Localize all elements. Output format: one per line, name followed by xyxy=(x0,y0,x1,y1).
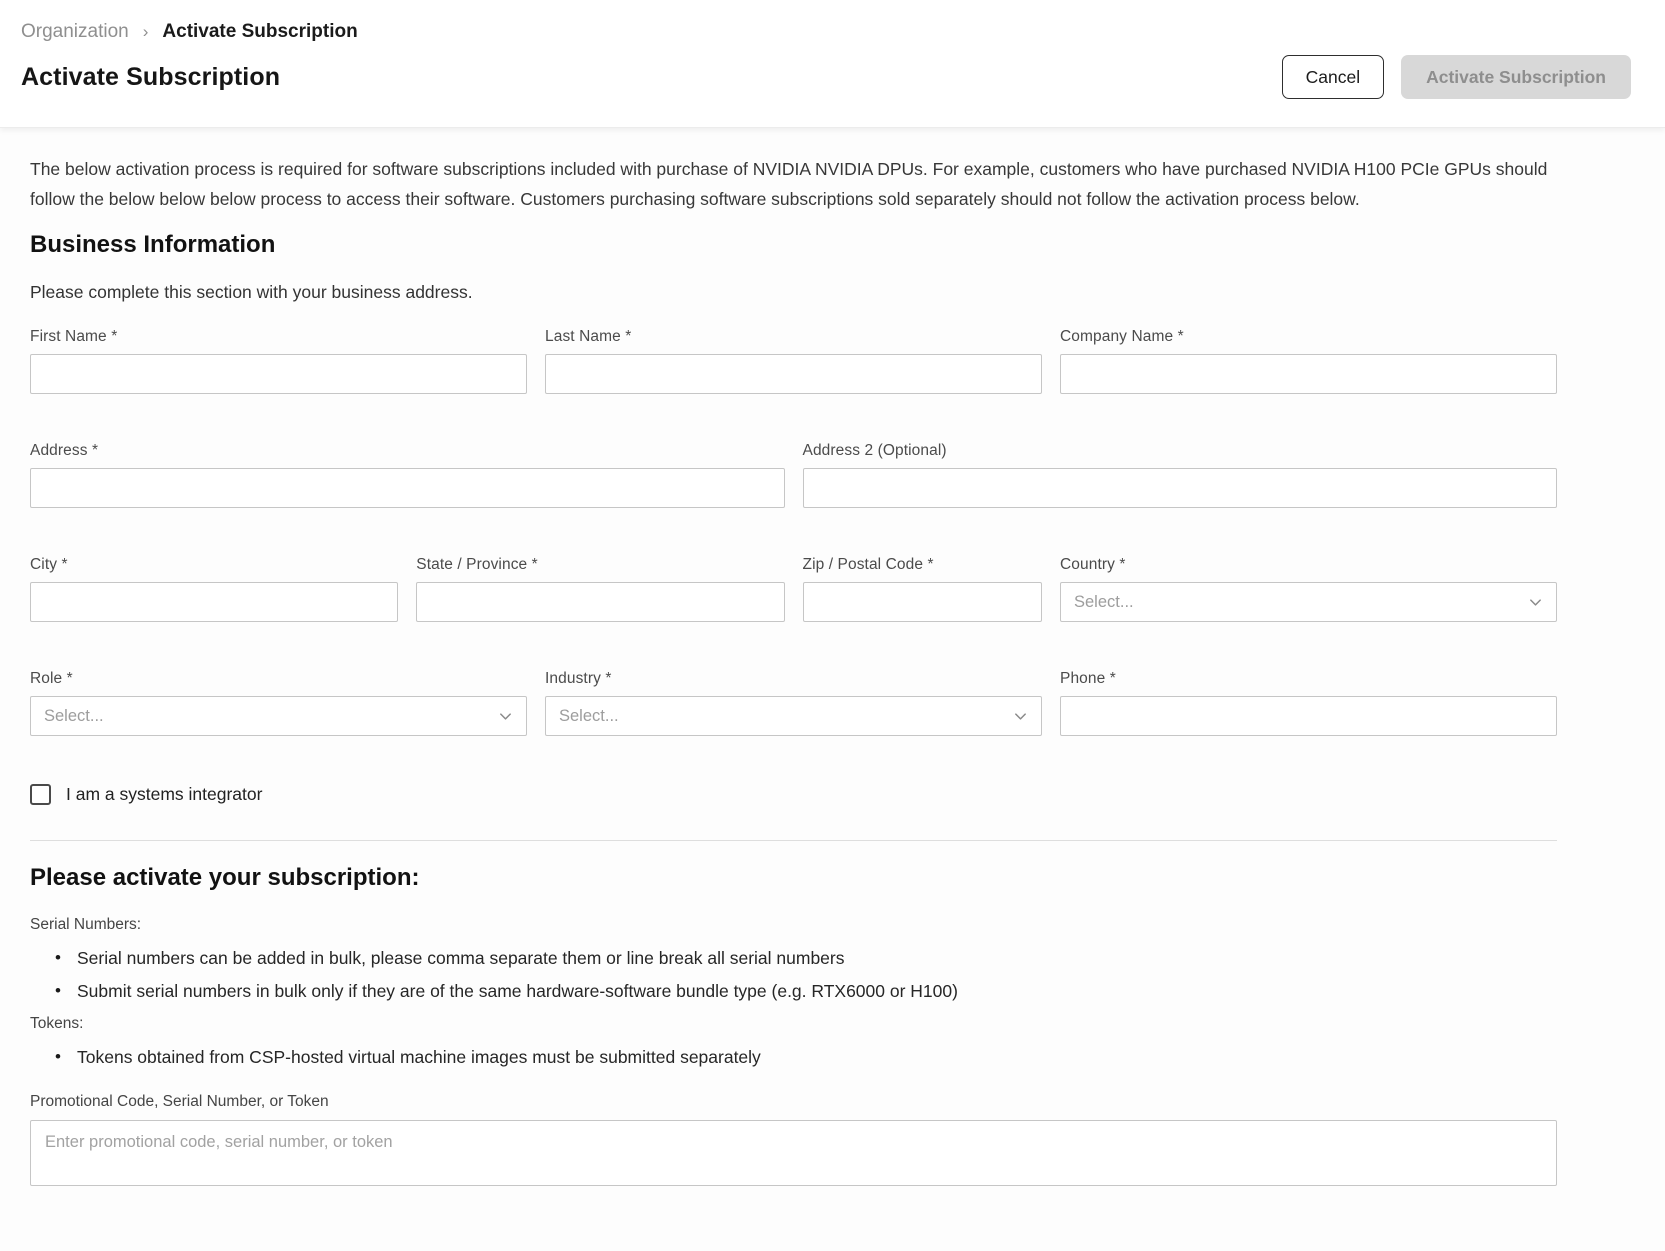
zip-postal-code-label: Zip / Postal Code * xyxy=(802,556,934,573)
promo-code-textarea[interactable] xyxy=(30,1120,1557,1186)
last-name-label: Last Name * xyxy=(545,328,632,345)
list-item: • Tokens obtained from CSP-hosted virtual machine images must be submitted separately xyxy=(77,1045,1557,1069)
cancel-button[interactable]: Cancel xyxy=(1282,55,1384,99)
first-name-field xyxy=(30,328,527,394)
first-name-input[interactable] xyxy=(30,354,527,394)
business-information-subheading: Please complete this section with your business address. xyxy=(30,282,473,302)
breadcrumb-separator-icon: › xyxy=(142,22,149,41)
address2-field xyxy=(803,442,1558,508)
list-item: • Submit serial numbers in bulk only if they are of the same hardware-software bundle type (e.g. RTX6000 or H100) xyxy=(77,979,1557,1003)
header-actions xyxy=(1282,55,1631,99)
first-name-label: First Name * xyxy=(30,328,118,345)
systems-integrator-row xyxy=(30,784,1557,805)
phone-input[interactable] xyxy=(1060,696,1557,736)
chevron-down-icon xyxy=(1013,709,1028,724)
last-name-field xyxy=(545,328,1042,394)
breadcrumb-item-current: Activate Subscription xyxy=(162,21,358,42)
last-name-input[interactable] xyxy=(545,354,1042,394)
role-field xyxy=(30,670,527,736)
form-row-1 xyxy=(30,328,1557,394)
tokens-label: Tokens: xyxy=(30,1015,84,1032)
address-input[interactable] xyxy=(30,468,785,508)
country-label: Country * xyxy=(1060,556,1126,573)
industry-label: Industry * xyxy=(545,670,612,687)
page-title: Activate Subscription xyxy=(21,62,281,91)
phone-field xyxy=(1060,670,1557,736)
address-field xyxy=(30,442,785,508)
chevron-down-icon xyxy=(1528,595,1543,610)
main-content xyxy=(0,128,1665,1251)
phone-label: Phone * xyxy=(1060,670,1116,687)
country-select[interactable] xyxy=(1060,582,1557,622)
section-divider xyxy=(30,840,1557,841)
company-name-input[interactable] xyxy=(1060,354,1557,394)
systems-integrator-checkbox[interactable] xyxy=(30,784,51,805)
zip-postal-code-input[interactable] xyxy=(803,582,1043,622)
country-field xyxy=(1060,556,1557,622)
activate-subscription-button[interactable]: Activate Subscription xyxy=(1401,55,1631,99)
promo-code-label: Promotional Code, Serial Number, or Token xyxy=(30,1093,329,1110)
state-province-label: State / Province * xyxy=(416,556,538,573)
role-select[interactable] xyxy=(30,696,527,736)
address-label: Address * xyxy=(30,442,99,459)
form-row-2 xyxy=(30,442,1557,508)
list-item: • Serial numbers can be added in bulk, please comma separate them or line break all serial numbers xyxy=(77,946,1557,970)
state-province-input[interactable] xyxy=(416,582,784,622)
serial-numbers-bullets xyxy=(30,946,1557,1003)
role-label: Role * xyxy=(30,670,73,687)
intro-text: The below activation process is required for software subscriptions included with purchase of NVIDIA NVIDIA DPUs. For example, customers who have purchased NVIDIA H100 PCIe GPUs should follow the below below below process to access their software. Customers purchasing software subscriptions sold separately should not follow the activation process below. xyxy=(30,159,1548,209)
company-name-label: Company Name * xyxy=(1060,328,1184,345)
role-select-placeholder: Select... xyxy=(44,706,104,725)
breadcrumb-item-organization[interactable]: Organization xyxy=(21,21,129,42)
industry-select[interactable] xyxy=(545,696,1042,736)
country-select-placeholder: Select... xyxy=(1074,592,1134,611)
page-header xyxy=(0,0,1665,128)
chevron-down-icon xyxy=(498,709,513,724)
form-row-4 xyxy=(30,670,1557,736)
state-province-field xyxy=(416,556,784,622)
industry-select-placeholder: Select... xyxy=(559,706,619,725)
zip-postal-code-field xyxy=(803,556,1043,622)
city-label: City * xyxy=(30,556,68,573)
systems-integrator-label: I am a systems integrator xyxy=(66,784,263,804)
business-information-heading: Business Information xyxy=(30,231,276,258)
address2-input[interactable] xyxy=(803,468,1558,508)
city-input[interactable] xyxy=(30,582,398,622)
address2-label: Address 2 (Optional) xyxy=(802,442,947,459)
breadcrumb xyxy=(21,21,1631,43)
tokens-bullets xyxy=(30,1045,1557,1069)
city-field xyxy=(30,556,398,622)
serial-numbers-label: Serial Numbers: xyxy=(30,916,142,933)
form-row-3 xyxy=(30,556,1557,622)
industry-field xyxy=(545,670,1042,736)
company-name-field xyxy=(1060,328,1557,394)
activate-subscription-heading: Please activate your subscription: xyxy=(30,864,420,891)
